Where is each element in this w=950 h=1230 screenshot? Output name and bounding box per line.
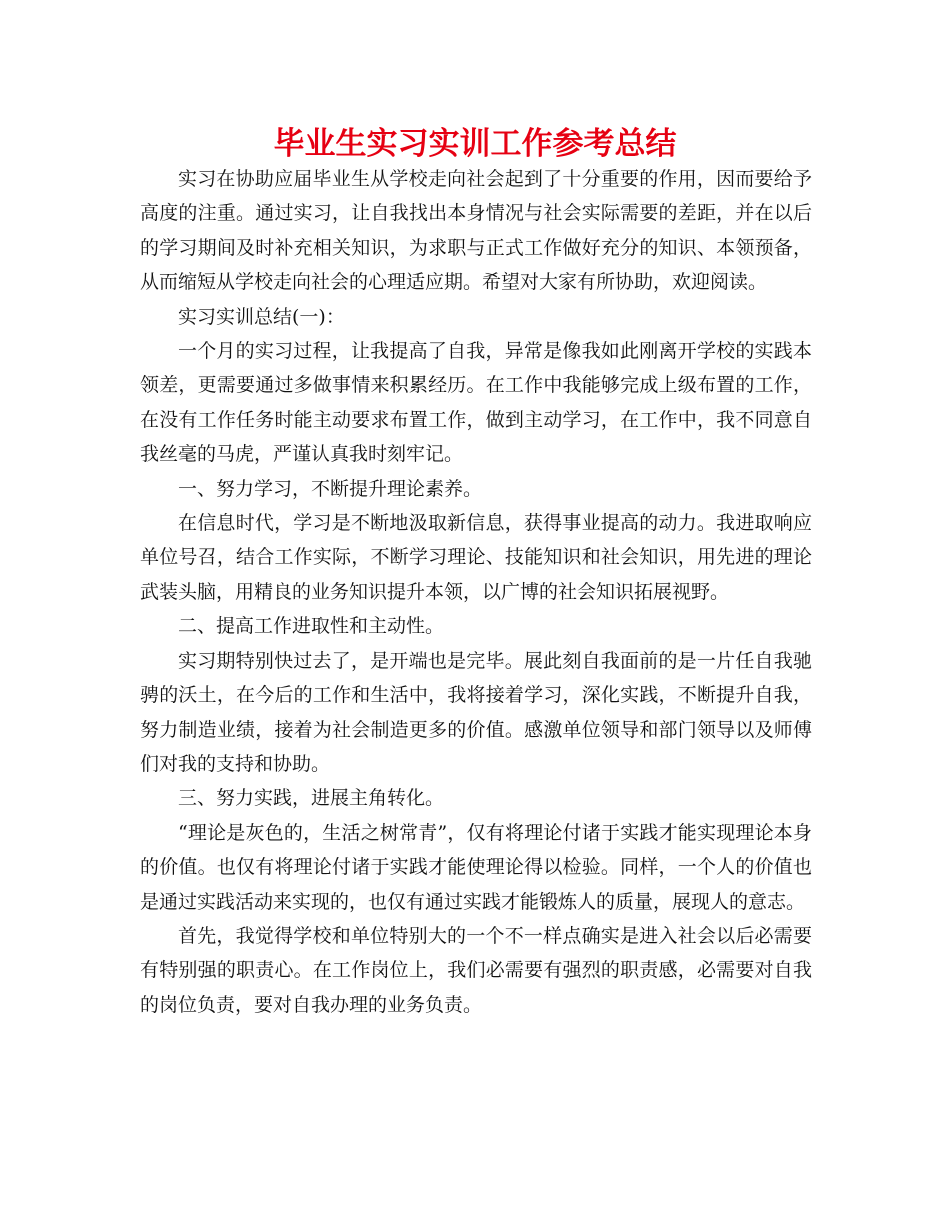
body-paragraph: 首先，我觉得学校和单位特别大的一个不一样点确实是进入社会以后必需要有特别强的职责心。在工作岗位上，我们必需要有强烈的职责感，必需要对自我的岗位负责，要对自我办理的业务负责。 — [140, 924, 812, 1016]
body-paragraph: “理论是灰色的，生活之树常青”，仅有将理论付诸于实践才能实现理论本身的价值。也仅有将理论付诸于实践才能使理论得以检验。同样，一个人的价值也是通过实践活动来实现的，也仅有通过实践才能锻炼人的质量，展现人的意志。 — [140, 821, 812, 913]
body-paragraph: 实习期特别快过去了，是开端也是完毕。展此刻自我面前的是一片任自我驰骋的沃土，在今后的工作和生活中，我将接着学习，深化实践，不断提升自我，努力制造业绩，接着为社会制造更多的价值。感激单位领导和部门领导以及师傅们对我的支持和协助。 — [140, 649, 812, 775]
document-body — [140, 162, 812, 1022]
intro-paragraph: 实习在协助应届毕业生从学校走向社会起到了十分重要的作用，因而要给予高度的注重。通过实习，让自我找出本身情况与社会实际需要的差距，并在以后的学习期间及时补充相关知识，为求职与正式工作做好充分的知识、本领预备，从而缩短从学校走向社会的心理适应期。希望对大家有所协助，欢迎阅读。 — [140, 168, 812, 294]
body-paragraph: 一个月的实习过程，让我提高了自我，异常是像我如此刚离开学校的实践本领差，更需要通过多做事情来积累经历。在工作中我能够完成上级布置的工作，在没有工作任务时能主动要求布置工作，做到主动学习，在工作中，我不同意自我丝毫的马虎，严谨认真我时刻牢记。 — [140, 340, 812, 466]
body-paragraph: 在信息时代，学习是不断地汲取新信息，获得事业提高的动力。我进取响应单位号召，结合工作实际，不断学习理论、技能知识和社会知识，用先进的理论武装头脑，用精良的业务知识提升本领，以广博的社会知识拓展视野。 — [140, 512, 812, 603]
section-heading: 一、努力学习，不断提升理论素养。 — [178, 477, 483, 500]
section-heading: 二、提高工作进取性和主动性。 — [178, 615, 445, 638]
section-heading: 三、努力实践，进展主角转化。 — [178, 787, 445, 810]
section-heading: 实习实训总结(一)： — [178, 305, 345, 328]
document-title: 毕业生实习实训工作参考总结 — [273, 126, 677, 162]
